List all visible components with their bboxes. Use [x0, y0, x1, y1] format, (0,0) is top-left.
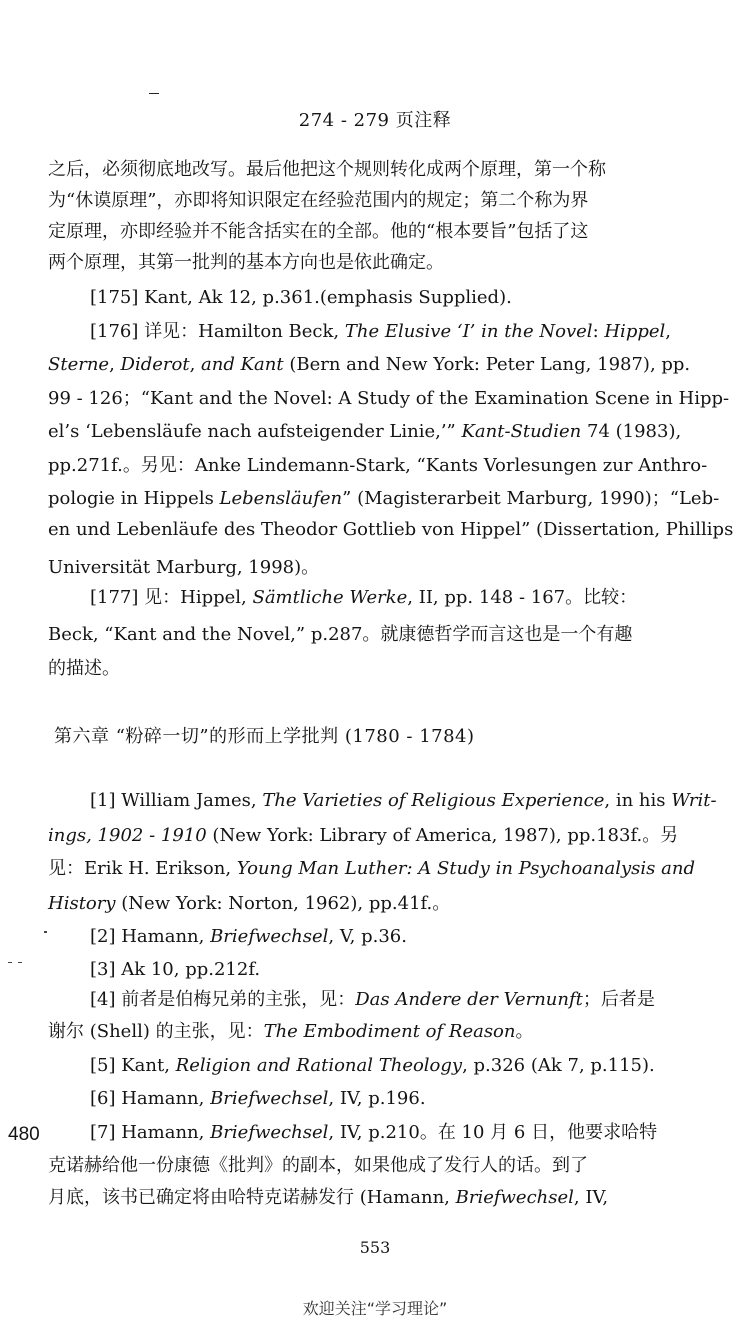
book-title: Writ-	[671, 790, 717, 811]
publication-info: ” (Magisterarbeit Marburg, 1990)；“Leb-	[342, 488, 720, 509]
book-title: Young Man Luther: A Study in Psychoanalysis and	[236, 858, 695, 879]
chapter-note-6	[90, 1087, 426, 1111]
author-name: and Kant	[201, 354, 284, 375]
footer-watermark: 欢迎关注“学习理论”	[302, 1299, 448, 1318]
chapter-note-1-line	[48, 824, 678, 848]
text-segment: pologie in Hippels	[48, 488, 220, 509]
note-label: [1] William James,	[90, 790, 263, 811]
scan-speck	[18, 962, 22, 963]
book-title: Briefwechsel	[210, 1122, 329, 1143]
chapter-note-4-line	[90, 988, 655, 1012]
text-segment: ；后者是	[582, 989, 655, 1010]
book-title: Lebensläufen	[219, 488, 343, 509]
chapter-note-4-line	[48, 1020, 534, 1044]
text-segment: , in his	[604, 790, 672, 811]
book-title: Sämtliche Werke	[252, 587, 408, 608]
journal-title: Kant-Studien	[461, 421, 582, 442]
separator: ,	[189, 354, 202, 375]
chapter-note-7-line: 克诺赫给他一份康德《批判》的副本，如果他成了发行人的话。到了	[48, 1155, 588, 1176]
note-177-line	[90, 586, 637, 610]
publication-info: , II, pp. 148 - 167。比较：	[407, 587, 638, 608]
publication-info: (New York: Norton, 1962), pp.41f.。	[115, 893, 451, 914]
separator: ,	[109, 354, 121, 375]
chapter-note-7-line	[90, 1121, 657, 1145]
note-label: [6] Hamann,	[90, 1088, 211, 1109]
publication-info: , p.326 (Ak 7, p.115).	[462, 1055, 655, 1076]
note-176-line: pp.271f.。另见：Anke Lindemann-Stark, “Kants Vorlesungen zur Anthro-	[48, 455, 708, 476]
note-176-label: [176] 详见：Hamilton Beck,	[90, 321, 345, 342]
scan-speck	[44, 931, 47, 933]
book-title: The Varieties of Religious Experience	[262, 790, 605, 811]
running-header: 274 - 279 页注释	[298, 110, 452, 131]
book-title: The Embodiment of Reason	[263, 1021, 516, 1042]
publication-info: 74 (1983),	[581, 421, 682, 442]
book-title: History	[48, 893, 116, 914]
article-title: el’s ‘Lebensläufe nach aufsteigender Linie,’”	[48, 421, 462, 442]
text-line: 之后，必须彻底地改写。最后他把这个规则转化成两个原理，第一个称	[48, 159, 606, 180]
note-176-line: 99 - 126；“Kant and the Novel: A Study of the Examination Scene in Hipp-	[48, 388, 730, 409]
scan-speck	[8, 962, 12, 963]
text-segment: 。	[515, 1021, 534, 1042]
text-segment: 谢尔 (Shell) 的主张，见：	[48, 1021, 264, 1042]
margin-page-number: 480	[8, 1124, 40, 1145]
chapter-note-1-line	[48, 857, 695, 881]
text-line: 两个原理，其第一批判的基本方向也是依此确定。	[48, 252, 444, 273]
note-175: [175] Kant, Ak 12, p.361.(emphasis Supplied).	[90, 287, 512, 308]
publication-info: (Bern and New York: Peter Lang, 1987), pp.	[283, 354, 691, 375]
book-title: Religion and Rational Theology	[175, 1055, 463, 1076]
note-label: [4] 前者是伯梅兄弟的主张，见：	[90, 989, 356, 1010]
note-176-line	[48, 420, 681, 444]
chapter-note-2	[90, 925, 407, 949]
author-name: Diderot	[120, 354, 190, 375]
note-177-line: 的描述。	[48, 658, 120, 679]
chapter-heading: 第六章 “粉碎一切”的形而上学批判 (1780 - 1784)	[54, 726, 475, 747]
book-title: Briefwechsel	[210, 926, 329, 947]
chapter-note-1-line	[90, 789, 717, 813]
note-176-line	[48, 353, 690, 377]
note-label: [2] Hamann,	[90, 926, 211, 947]
author-name: Sterne	[48, 354, 110, 375]
text-segment: 月底，该书已确定将由哈特克诺赫发行 (Hamann,	[48, 1187, 456, 1208]
chapter-note-7-line	[48, 1186, 608, 1210]
book-title: Briefwechsel	[455, 1187, 574, 1208]
text-segment: , IV, p.210。在 10 月 6 日，他要求哈特	[328, 1122, 658, 1143]
chapter-note-5	[90, 1054, 655, 1078]
text-segment: 见：Erik H. Erikson,	[48, 858, 237, 879]
publication-info: , IV,	[573, 1187, 609, 1208]
note-176-line	[48, 487, 719, 511]
text-line: 为“休谟原理”，亦即将知识限定在经验范围内的规定；第二个称为界	[48, 190, 589, 211]
author-name: Hippel	[604, 321, 666, 342]
publication-info: , V, p.36.	[328, 926, 407, 947]
book-title: Das Andere der Vernunft	[355, 989, 583, 1010]
chapter-note-3: [3] Ak 10, pp.212f.	[90, 959, 261, 980]
book-title: The Elusive ‘I’ in the Novel	[344, 321, 593, 342]
book-title: ings, 1902 - 1910	[48, 825, 207, 846]
page-number: 553	[359, 1238, 391, 1257]
note-label: [5] Kant,	[90, 1055, 176, 1076]
note-177-label: [177] 见：Hippel,	[90, 587, 253, 608]
publication-info: , IV, p.196.	[328, 1088, 426, 1109]
note-177-line: Beck, “Kant and the Novel,” p.287。就康德哲学而言这也是一个有趣	[48, 624, 633, 645]
text-line: 定原理，亦即经验并不能含括实在的全部。他的“根本要旨”包括了这	[48, 221, 589, 242]
separator: ,	[665, 321, 672, 342]
note-176-line: en und Lebenläufe des Theodor Gottlieb von Hippel” (Dissertation, Phillips	[48, 519, 734, 540]
note-label: [7] Hamann,	[90, 1122, 211, 1143]
book-title: Briefwechsel	[210, 1088, 329, 1109]
separator: :	[592, 321, 605, 342]
scan-dash-mark	[149, 93, 159, 94]
note-176-line: Universität Marburg, 1998)。	[48, 557, 320, 578]
note-176-line	[90, 320, 671, 344]
publication-info: (New York: Library of America, 1987), pp.183f.。另	[206, 825, 679, 846]
chapter-note-1-line	[48, 892, 450, 916]
